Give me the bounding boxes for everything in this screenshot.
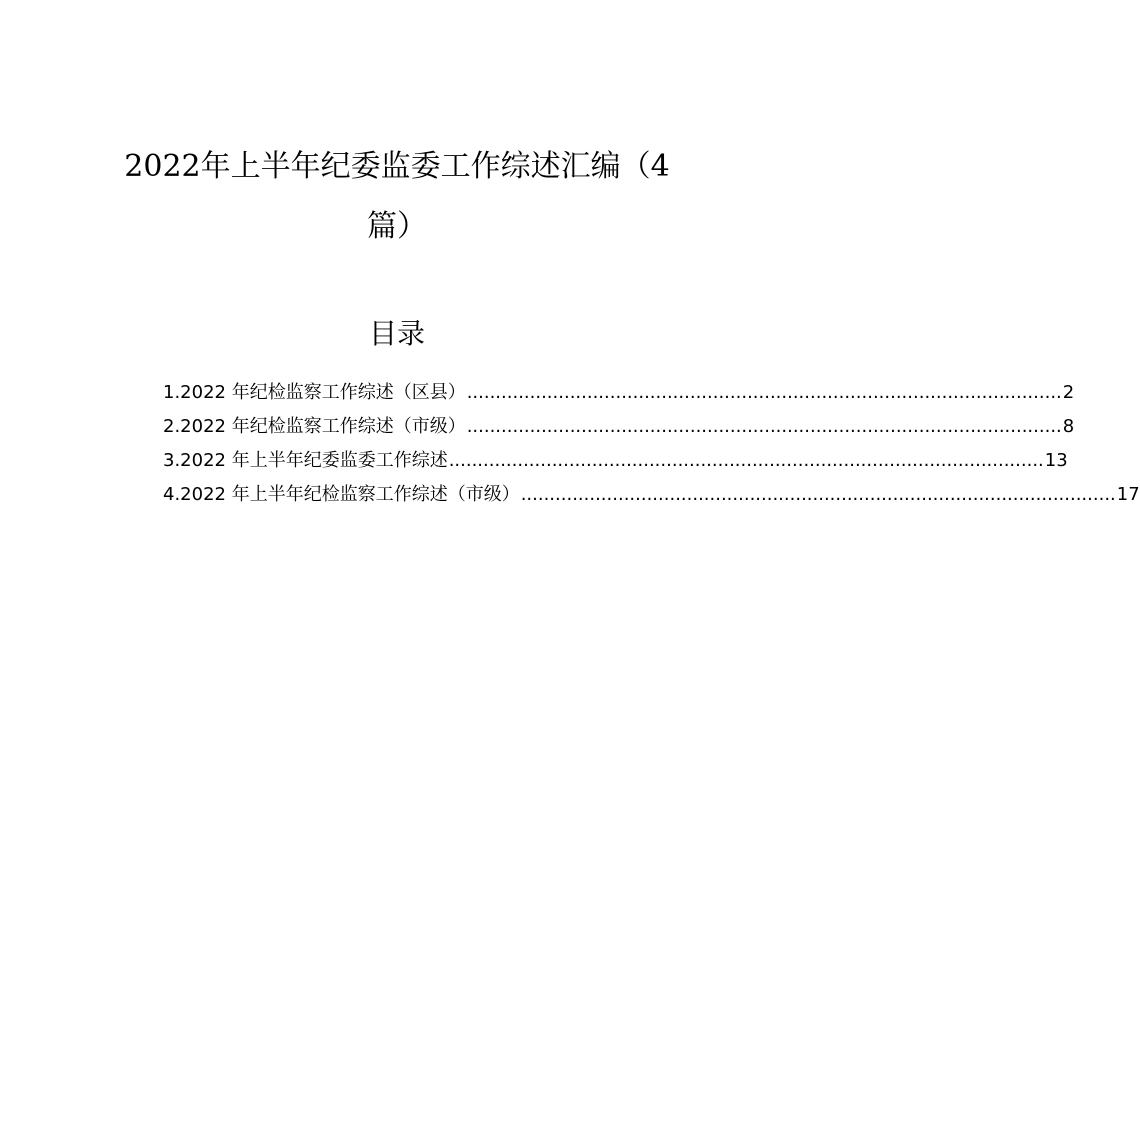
document-title-line-2: 篇） xyxy=(367,209,427,244)
toc-entry-title: 1.2022 年纪检监察工作综述（区县） xyxy=(163,382,466,403)
toc-dot-leader: ........................................................................................................ xyxy=(466,416,1062,437)
document-title-line-1: 2022年上半年纪委监委工作综述汇编（4 xyxy=(124,149,670,184)
toc-heading: 目录 xyxy=(368,317,425,350)
toc-entry-title: 2.2022 年纪检监察工作综述（市级） xyxy=(163,416,466,437)
toc-entry[interactable] xyxy=(163,478,1140,512)
toc-entry[interactable] xyxy=(163,376,1075,410)
toc-page-number: 17 xyxy=(1116,484,1140,505)
toc-dot-leader: ........................................................................................................ xyxy=(466,382,1062,403)
toc-page-number: 13 xyxy=(1044,450,1068,471)
toc-page-number: 2 xyxy=(1062,382,1075,403)
toc-entry[interactable] xyxy=(163,410,1075,444)
toc-dot-leader: ........................................................................................................ xyxy=(520,484,1116,505)
toc-page-number: 8 xyxy=(1062,416,1075,437)
table-of-contents xyxy=(163,376,1140,512)
toc-entry-title: 4.2022 年上半年纪检监察工作综述（市级） xyxy=(163,484,520,505)
toc-entry-title: 3.2022 年上半年纪委监委工作综述 xyxy=(163,450,448,471)
toc-entry[interactable] xyxy=(163,444,1068,478)
toc-dot-leader: ........................................................................................................ xyxy=(448,450,1044,471)
